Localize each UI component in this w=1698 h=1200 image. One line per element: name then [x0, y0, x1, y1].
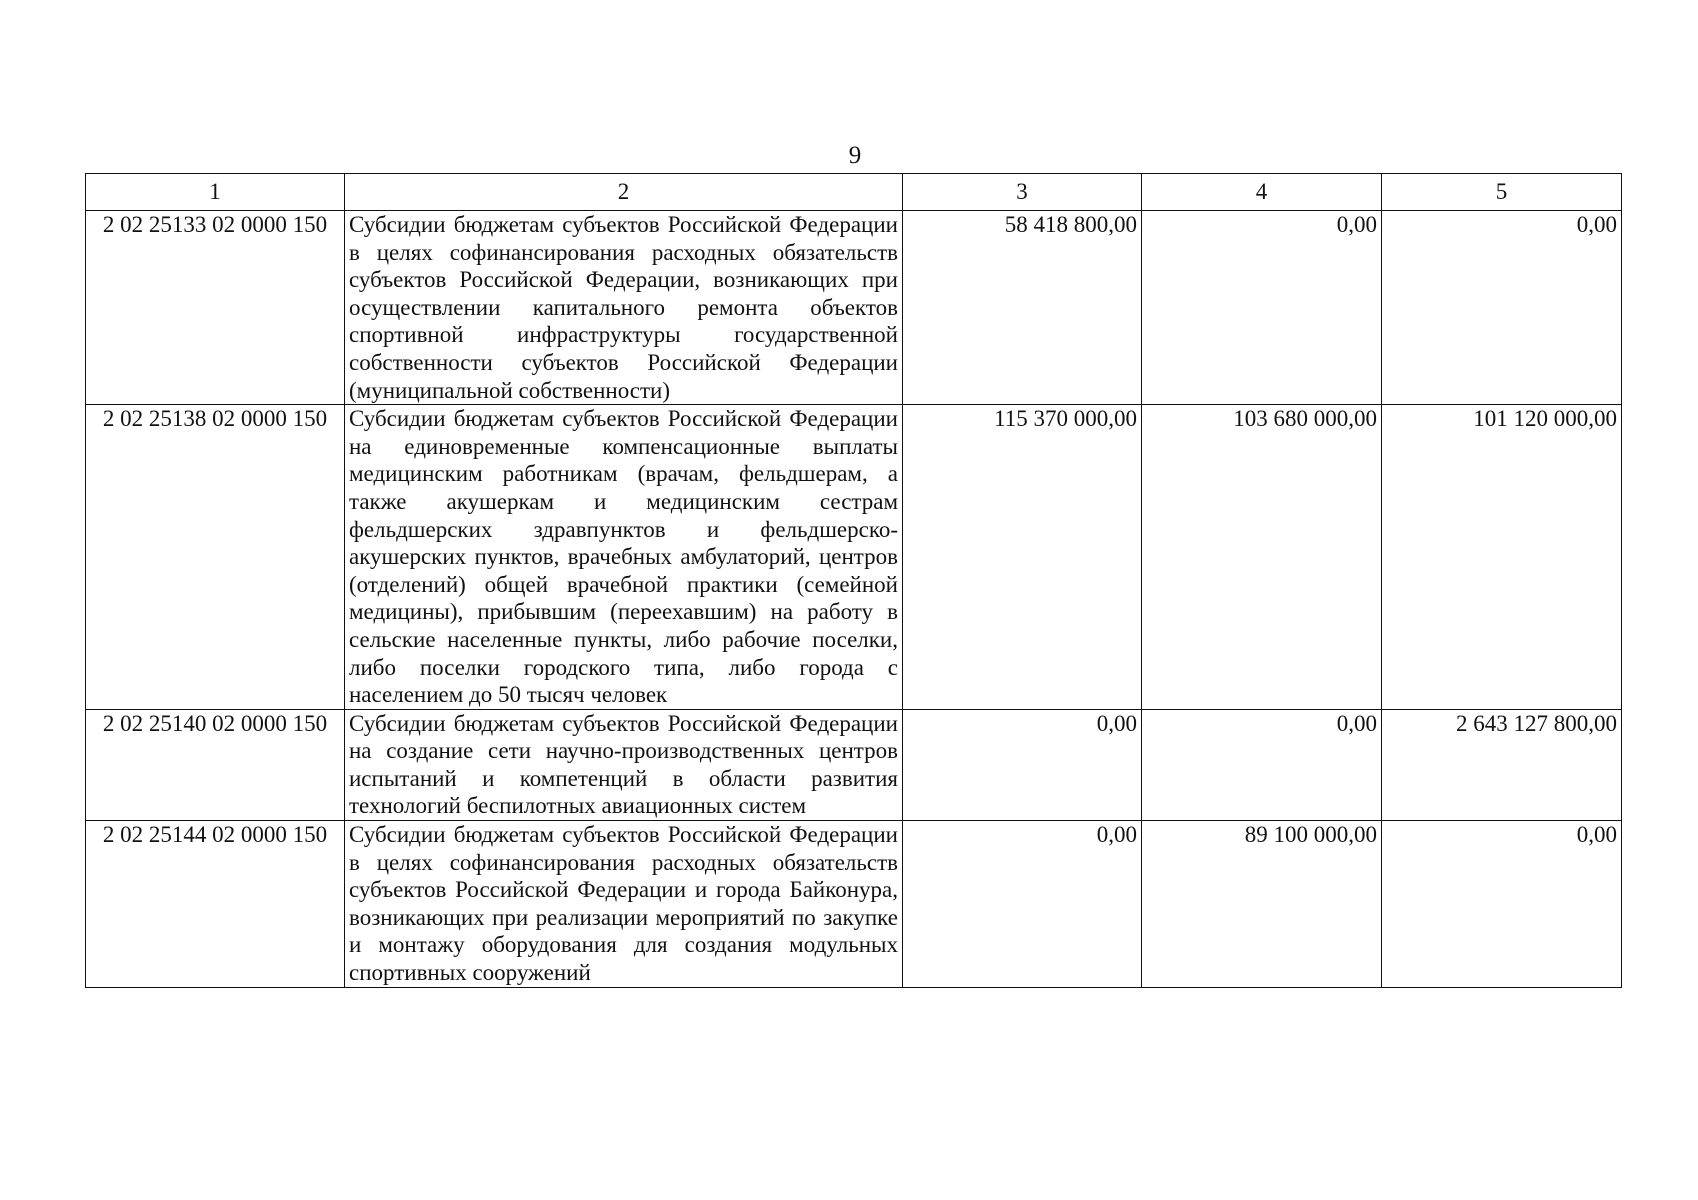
budget-code-cell: 2 02 25133 02 0000 150	[86, 211, 345, 405]
page-number: 9	[848, 142, 862, 169]
column-header-1: 1	[86, 174, 345, 211]
amount-col3-cell: 58 418 800,00	[903, 211, 1142, 405]
table-row	[86, 211, 1622, 405]
column-header-3: 3	[903, 174, 1142, 211]
amount-col3-cell: 0,00	[903, 821, 1142, 988]
column-header-2: 2	[345, 174, 903, 211]
amount-col3-cell: 115 370 000,00	[903, 405, 1142, 710]
budget-code-cell: 2 02 25144 02 0000 150	[86, 821, 345, 988]
table-row	[86, 821, 1622, 988]
column-header-5: 5	[1382, 174, 1622, 211]
description-cell: Субсидии бюджетам субъектов Российской Федерации в целях софинансирования расходных обязательств субъектов Российской Федерации и города Байконура, возникающих при реализации мероприятий по закупке и монтажу оборудования для создания модульных спортивных сооружений	[345, 821, 903, 988]
amount-col5-cell: 2 643 127 800,00	[1382, 709, 1622, 820]
column-header-4: 4	[1142, 174, 1382, 211]
amount-col5-cell: 0,00	[1382, 821, 1622, 988]
amount-col4-cell: 0,00	[1142, 211, 1382, 405]
amount-col4-cell: 0,00	[1142, 709, 1382, 820]
amount-col5-cell: 0,00	[1382, 211, 1622, 405]
table-row	[86, 405, 1622, 710]
description-cell: Субсидии бюджетам субъектов Российской Федерации в целях софинансирования расходных обязательств субъектов Российской Федерации, возникающих при осуществлении капитального ремонта объектов спортивной инфраструктуры государственной собственности субъектов Российской Федерации (муниципальной собственности)	[345, 211, 903, 405]
table-row	[86, 709, 1622, 820]
table-header-row	[86, 174, 1622, 211]
amount-col3-cell: 0,00	[903, 709, 1142, 820]
description-cell: Субсидии бюджетам субъектов Российской Федерации на создание сети научно-производственных центров испытаний и компетенций в области развития технологий беспилотных авиационных систем	[345, 709, 903, 820]
description-cell: Субсидии бюджетам субъектов Российской Федерации на единовременные компенсационные выплаты медицинским работникам (врачам, фельдшерам, а также акушеркам и медицинским сестрам фельдшерских здравпунктов и фельдшерско-акушерских пунктов, врачебных амбулаторий, центров (отделений) общей врачебной практики (семейной медицины), прибывшим (переехавшим) на работу в сельские населенные пункты, либо рабочие поселки, либо поселки городского типа, либо города с населением до 50 тысяч человек	[345, 405, 903, 710]
amount-col4-cell: 89 100 000,00	[1142, 821, 1382, 988]
amount-col5-cell: 101 120 000,00	[1382, 405, 1622, 710]
amount-col4-cell: 103 680 000,00	[1142, 405, 1382, 710]
budget-code-cell: 2 02 25138 02 0000 150	[86, 405, 345, 710]
budget-table	[85, 173, 1622, 988]
budget-code-cell: 2 02 25140 02 0000 150	[86, 709, 345, 820]
